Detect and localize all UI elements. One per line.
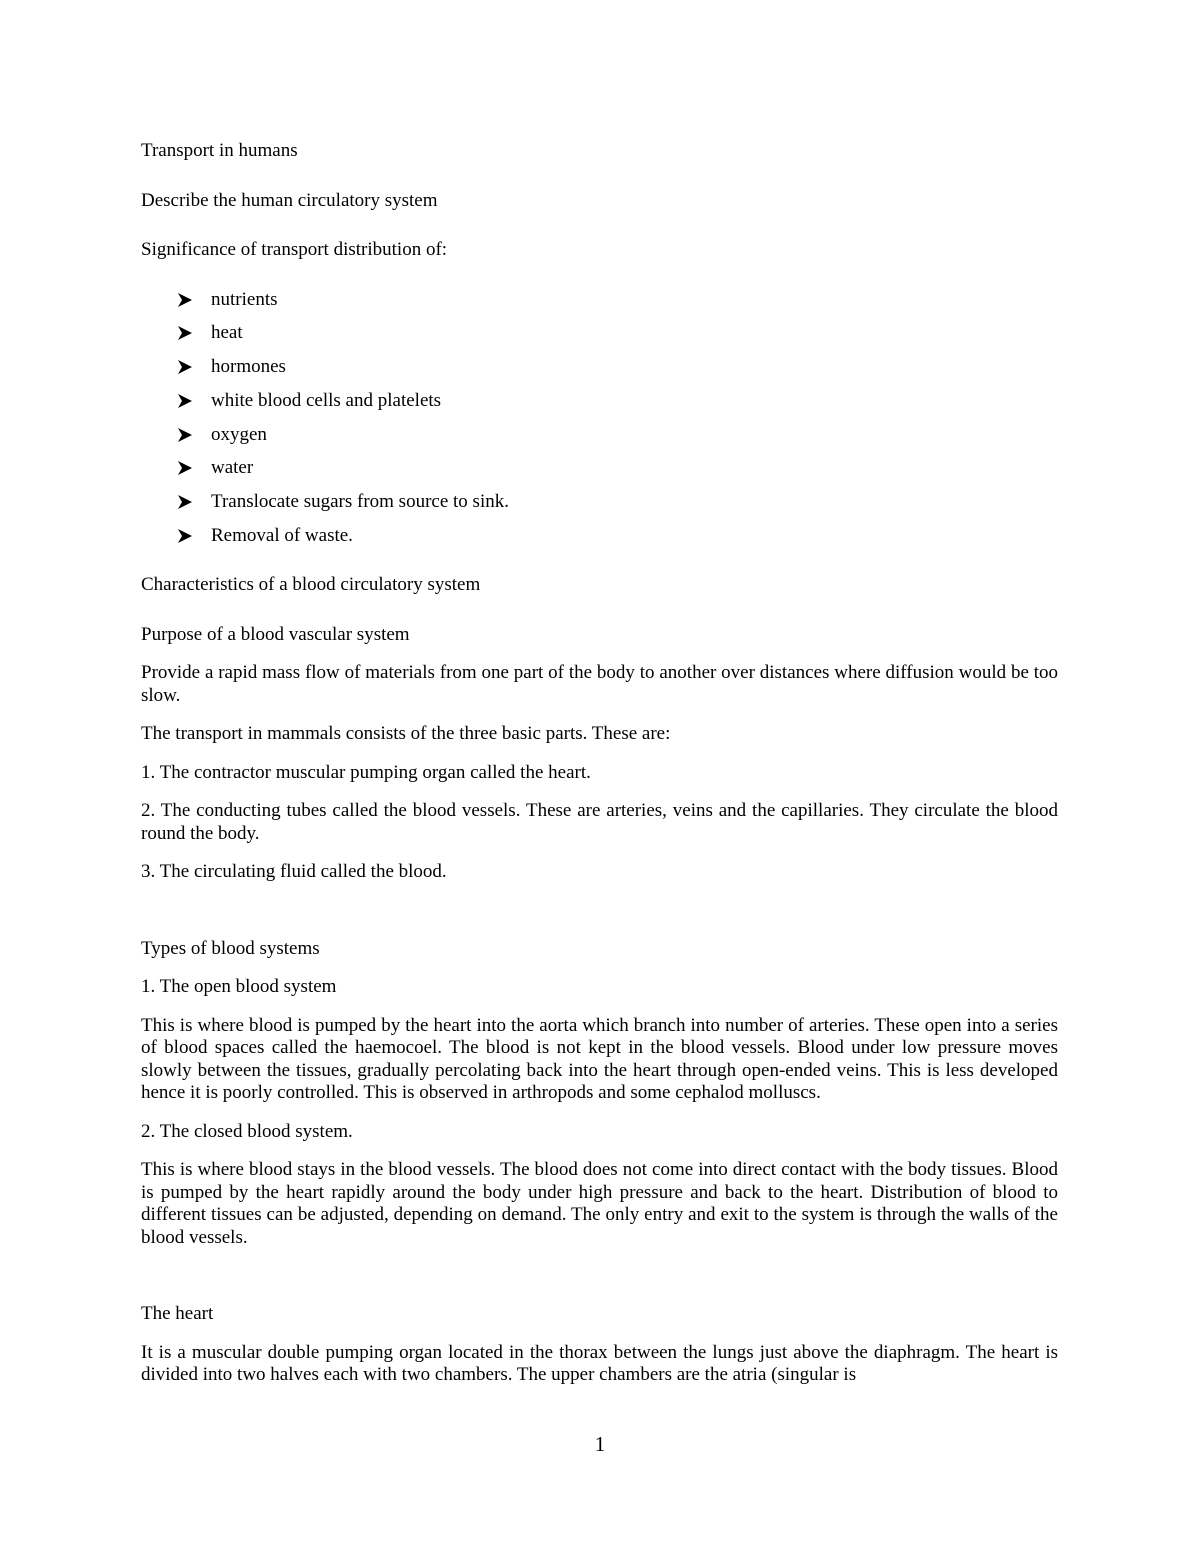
list-item (141, 356, 1058, 390)
parts-intro: The transport in mammals consists of the three basic parts. These are: (141, 723, 671, 745)
characteristics-heading: Characteristics of a blood circulatory system (141, 574, 481, 596)
list-item (141, 525, 1058, 547)
heart-heading: The heart (141, 1303, 214, 1325)
list-item (141, 424, 1058, 458)
arrowhead-bullet-icon (177, 460, 193, 476)
significance-heading: Significance of transport distribution of: (141, 239, 448, 260)
list-item-label: Translocate sugars from source to sink. (211, 491, 509, 513)
open-system-heading: 1. The open blood system (141, 976, 337, 998)
document-title: Transport in humans (141, 140, 298, 161)
arrowhead-bullet-icon (177, 292, 193, 308)
heart-paragraph: It is a muscular double pumping organ located in the thorax between the lungs just above the diaphragm. The heart is divided into two halves each with two chambers. The upper chambers are the atria (singular is (141, 1341, 1058, 1386)
list-item-label: heat (211, 322, 243, 344)
document-subtitle: Describe the human circulatory system (141, 189, 438, 211)
arrowhead-bullet-icon (177, 325, 193, 341)
list-item (141, 322, 1058, 356)
open-system-paragraph: This is where blood is pumped by the heart into the aorta which branch into number of arteries. These open into a series of blood spaces called the haemocoel. The blood is not kept in the blood vessels. Blood under low pressure moves slowly between the tissues, gradually percolating back into the heart through open-ended veins. This is less developed hence it is poorly controlled. This is observed in arthropods and some cephalod molluscs. (141, 1014, 1058, 1104)
closed-system-heading: 2. The closed blood system. (141, 1120, 353, 1142)
list-item (141, 491, 1058, 525)
list-item-label: white blood cells and platelets (211, 389, 442, 411)
list-item-label: water (211, 457, 254, 479)
list-item-label: oxygen (211, 423, 267, 445)
document-body (141, 140, 1058, 1387)
part-blood: 3. The circulating fluid called the blood. (141, 861, 447, 883)
list-item-label: hormones (211, 356, 286, 378)
page-number: 1 (594, 1432, 606, 1456)
arrowhead-bullet-icon (177, 393, 193, 409)
part-blood-vessels: 2. The conducting tubes called the blood vessels. These are arteries, veins and the capillaries. They circulate the blood round the body. (141, 800, 1058, 844)
arrowhead-bullet-icon (177, 494, 193, 510)
purpose-paragraph: Provide a rapid mass flow of materials from one part of the body to another over distances where diffusion would be too slow. (141, 662, 1058, 706)
part-heart: 1. The contractor muscular pumping organ called the heart. (141, 761, 591, 783)
list-item (141, 457, 1058, 491)
list-item-label: nutrients (211, 288, 278, 310)
list-item (141, 289, 1058, 323)
list-item-label: Removal of waste. (211, 525, 353, 547)
arrowhead-bullet-icon (177, 359, 193, 375)
types-heading: Types of blood systems (141, 937, 320, 959)
purpose-heading: Purpose of a blood vascular system (141, 623, 410, 645)
arrowhead-bullet-icon (177, 528, 193, 544)
significance-list (141, 289, 1058, 548)
arrowhead-bullet-icon (177, 427, 193, 443)
list-item (141, 390, 1058, 424)
closed-system-paragraph: This is where blood stays in the blood vessels. The blood does not come into direct contact with the body tissues. Blood is pumped by the heart rapidly around the body under high pressure and back to the heart. Distribution of blood to different tissues can be adjusted, depending on demand. The only entry and exit to the system is through the walls of the blood vessels. (141, 1159, 1058, 1248)
